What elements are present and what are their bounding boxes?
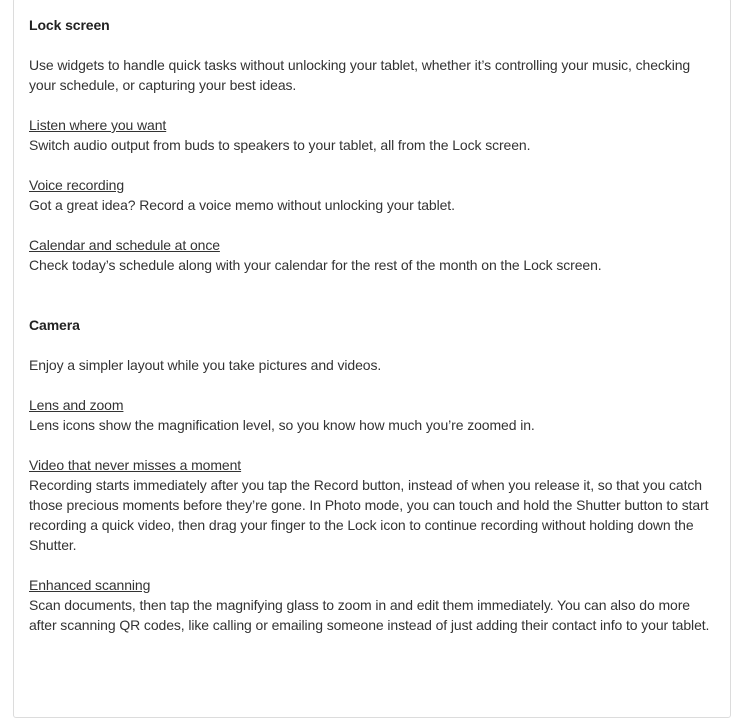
feature-link-calendar-and-schedule[interactable]: Calendar and schedule at once: [29, 237, 220, 253]
feature-link-video-never-misses[interactable]: Video that never misses a moment: [29, 457, 242, 473]
section-intro-camera: Enjoy a simpler layout while you take pictures and videos.: [29, 357, 382, 373]
feature-link-enhanced-scanning[interactable]: Enhanced scanning: [29, 577, 151, 593]
section-title-camera: Camera: [29, 317, 80, 333]
feature-link-lens-and-zoom[interactable]: Lens and zoom: [29, 397, 124, 413]
article-content: [29, 15, 719, 635]
section-title-lock-screen: Lock screen: [29, 17, 110, 33]
feature-link-listen-where-you-want[interactable]: Listen where you want: [29, 117, 167, 133]
feature-text-listen-where-you-want: Switch audio output from buds to speakers to your tablet, all from the Lock screen.: [29, 137, 531, 153]
section-intro-lock-screen: Use widgets to handle quick tasks without unlocking your tablet, whether it’s controlling your music, checking your schedule, or capturing your best ideas.: [29, 57, 691, 93]
feature-text-enhanced-scanning: Scan documents, then tap the magnifying glass to zoom in and edit them immediately. You can also do more after scanning QR codes, like calling or emailing someone instead of just adding their contact info to your tablet.: [29, 597, 710, 633]
feature-link-voice-recording[interactable]: Voice recording: [29, 177, 125, 193]
feature-text-lens-and-zoom: Lens icons show the magnification level, so you know how much you’re zoomed in.: [29, 417, 535, 433]
feature-text-voice-recording: Got a great idea? Record a voice memo without unlocking your tablet.: [29, 197, 455, 213]
feature-text-video-never-misses: Recording starts immediately after you tap the Record button, instead of when you release it, so that you catch those precious moments before they’re gone. In Photo mode, you can touch and hold the Shutter button to start recording a quick video, then drag your finger to the Lock icon to continue recording without holding down the Shutter.: [29, 477, 709, 553]
feature-text-calendar-and-schedule: Check today’s schedule along with your calendar for the rest of the month on the Lock screen.: [29, 257, 602, 273]
